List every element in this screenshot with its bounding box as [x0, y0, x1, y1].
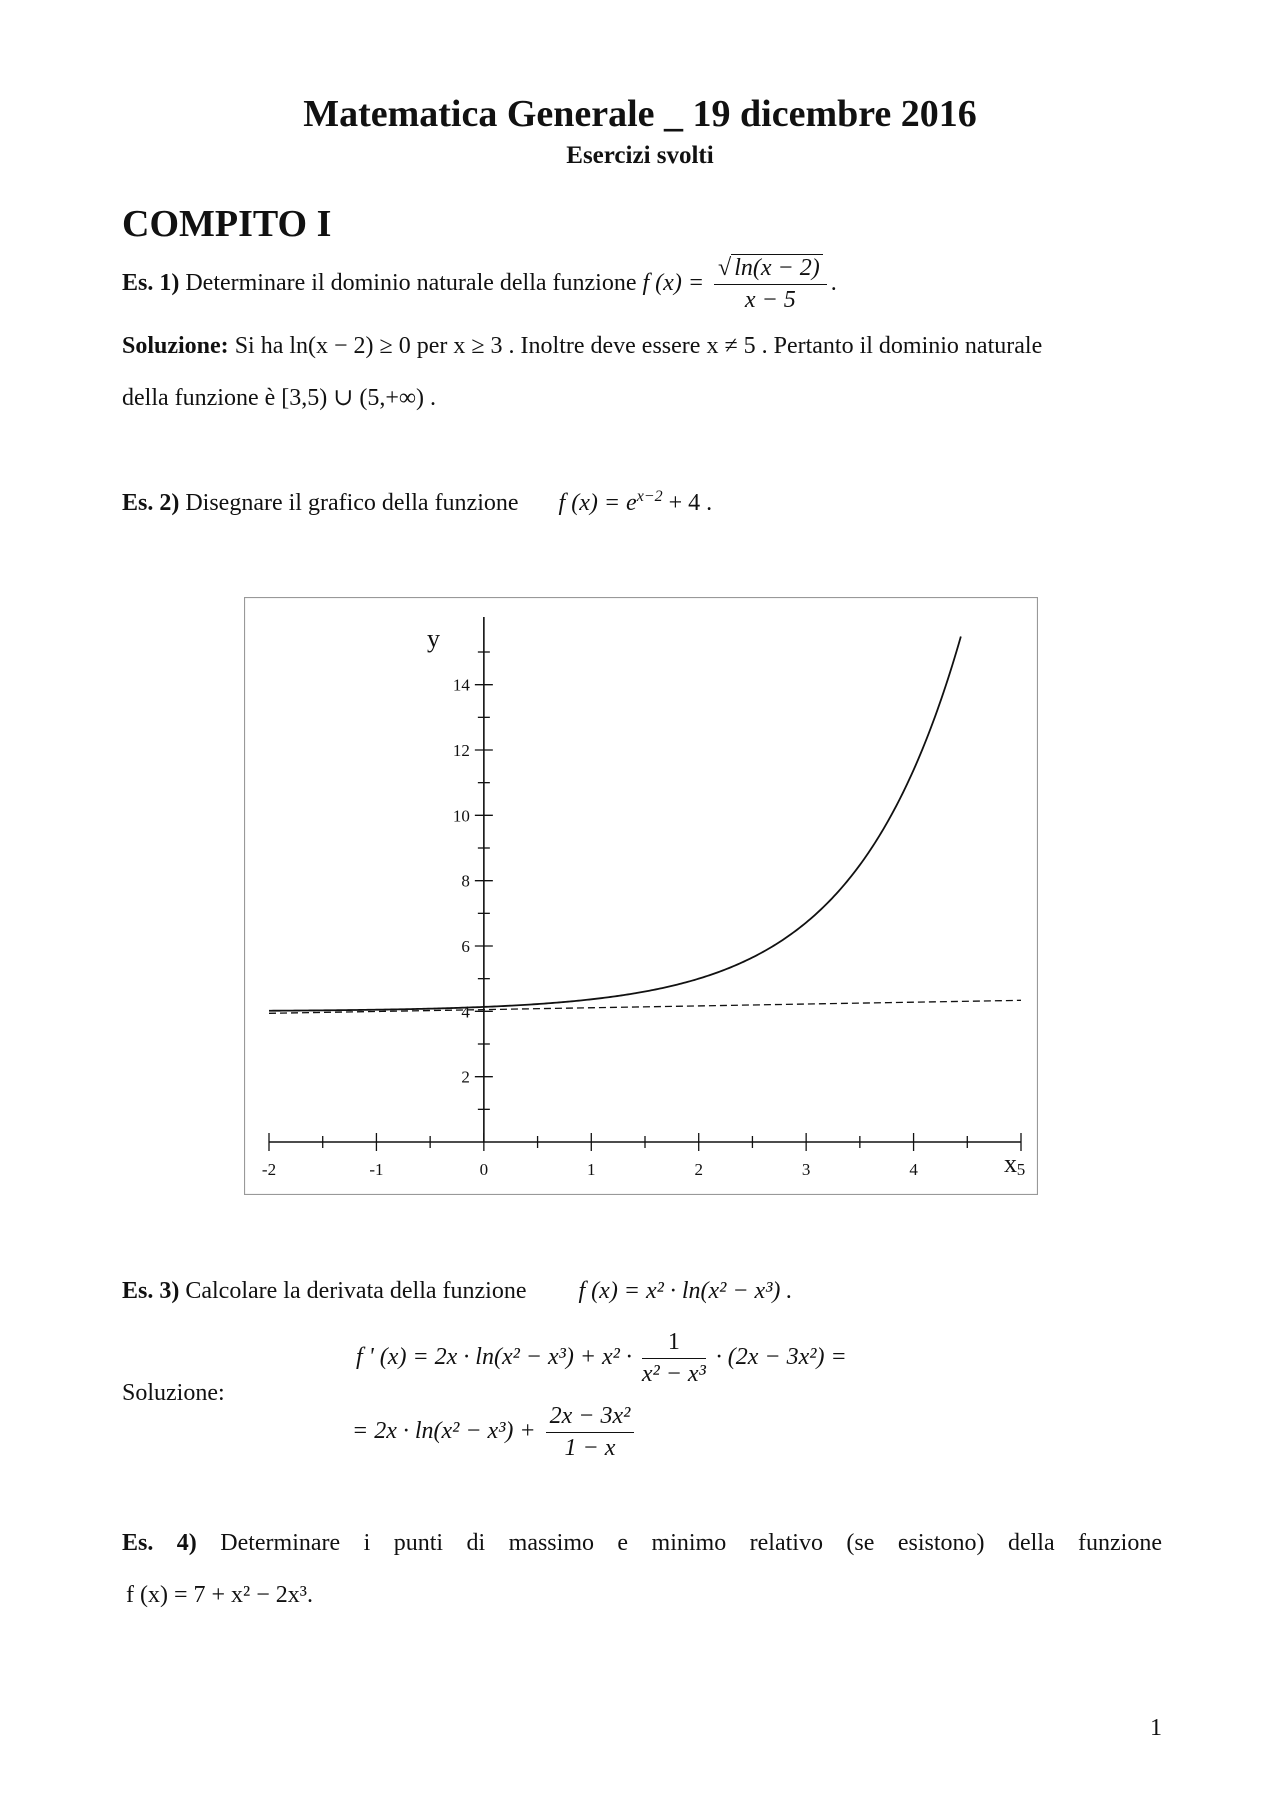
- page-subtitle: Esercizi svolti: [566, 142, 714, 169]
- exercise-4-formula: f (x) = 7 + x² − 2x³.: [126, 1582, 313, 1608]
- exercise-3-step1-num: 1: [642, 1329, 706, 1359]
- y-tick-label: 12: [452, 741, 470, 760]
- exercise-3-step2: [352, 1403, 638, 1462]
- exercise-3-text: Calcolare la derivata della funzione: [185, 1278, 527, 1304]
- exercise-3-solution-label: Soluzione:: [122, 1380, 225, 1406]
- exercise-3-label: Es. 3): [122, 1278, 180, 1304]
- y-tick-label: 4: [461, 1002, 470, 1022]
- exercise-3-step1-den: x² − x³: [641, 1361, 706, 1387]
- x-tick-label: 5: [1016, 1160, 1026, 1179]
- exercise-2-text: Disegnare il grafico della funzione: [185, 490, 519, 516]
- exercise-1-denominator: x − 5: [744, 287, 796, 313]
- exercise-3-formula: f (x) = x² · ln(x² − x³) .: [578, 1278, 793, 1304]
- exercise-1-solution: [122, 333, 1042, 360]
- exercise-1-fraction: $\frac{√ \ln(x - 2)}{x - 5}$: [714, 255, 827, 314]
- y-tick-label: 6: [461, 937, 470, 956]
- exercise-1-solution-line2: della funzione è [3,5) ∪ (5,+∞) .: [122, 385, 436, 411]
- x-tick-label: -1: [369, 1160, 384, 1179]
- exercise-3-step2-num: 2x − 3x²: [546, 1403, 635, 1433]
- function-graph: [244, 597, 1038, 1195]
- x-tick-label: 3: [801, 1160, 811, 1179]
- exercise-4-text: Determinare i punti di massimo e minimo relativo (se esistono) della funzione: [220, 1530, 1163, 1556]
- exercise-4-label: Es. 4): [122, 1530, 197, 1556]
- exercise-2-formula-exp: x−2: [636, 488, 663, 505]
- page-title: Matematica Generale _ 19 dicembre 2016: [303, 93, 977, 135]
- y-tick-label: 10: [452, 806, 470, 826]
- exercise-3-step1-fraction: [642, 1329, 706, 1388]
- x-tick-label: 1: [587, 1160, 596, 1179]
- section-heading: COMPITO I: [122, 203, 332, 245]
- exercise-3-step1-right: · (2x − 3x²) =: [715, 1344, 847, 1371]
- exercise-1-numerator: ln(x − 2): [731, 254, 823, 281]
- x-tick-label: -2: [261, 1160, 277, 1179]
- y-tick-label: 2: [461, 1067, 470, 1087]
- exercise-3-step2-left: = 2x · ln(x² − x³) +: [352, 1418, 536, 1445]
- exercise-3-step2-den: 1 − x: [564, 1435, 616, 1461]
- x-tick-label: 2: [694, 1160, 703, 1179]
- exercise-2: [122, 488, 712, 517]
- exercise-2-formula-base: f (x) = e: [558, 490, 637, 516]
- exercise-1-solution-label: Soluzione:: [122, 333, 229, 359]
- x-tick-label: 4: [909, 1160, 918, 1179]
- y-tick-label: 8: [461, 871, 470, 891]
- exercise-2-formula-tail: + 4 .: [662, 490, 713, 516]
- exercise-1-solution-line1: Si ha ln(x − 2) ≥ 0 per x ≥ 3 . Inoltre deve essere x ≠ 5 . Pertanto il dominio naturale: [234, 333, 1043, 359]
- exercise-3: [122, 1278, 792, 1305]
- exercise-1-text: Determinare il dominio naturale della funzione: [185, 270, 637, 297]
- y-axis-label: y: [427, 624, 440, 653]
- exercise-2-label: Es. 2): [122, 490, 180, 516]
- x-tick-label: 0: [479, 1160, 489, 1179]
- exercise-3-step1-left: f ' (x) = 2x · ln(x² − x³) + x² ·: [356, 1344, 632, 1371]
- exercise-3-step1: [356, 1329, 847, 1388]
- x-axis-label: x: [1004, 1149, 1017, 1178]
- exercise-1-label: Es. 1): [122, 270, 180, 297]
- exercise-1: Es. 1) Determinare il dominio naturale della funzione f (x) = $\frac{√ \ln(x - 2)}{x - 5}$ .: [122, 255, 837, 313]
- y-tick-label: 14: [452, 675, 470, 695]
- exercise-1-fx: f (x) =: [642, 270, 705, 297]
- chart-frame: [245, 598, 1038, 1195]
- page-number: 1: [1150, 1715, 1162, 1741]
- exercise-4: [122, 1530, 1162, 1557]
- exercise-3-step2-fraction: [546, 1403, 635, 1462]
